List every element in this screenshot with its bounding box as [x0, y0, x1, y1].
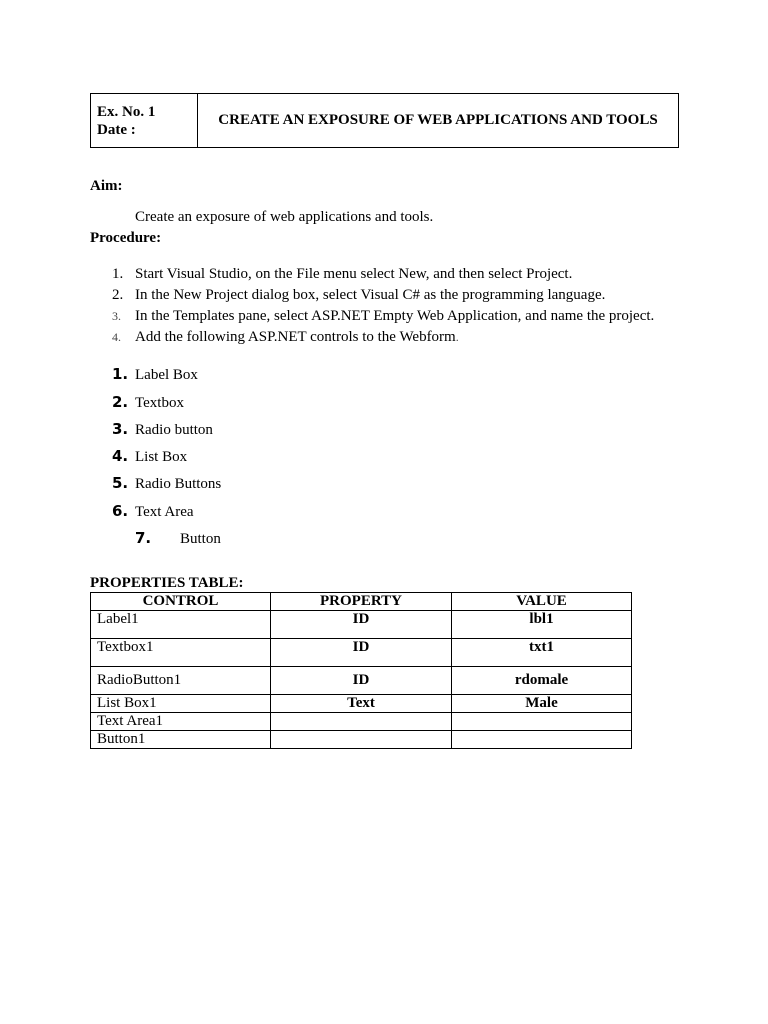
step-text: Start Visual Studio, on the File menu select New, and then select Project. — [135, 266, 573, 282]
properties-table-heading: PROPERTIES TABLE: — [90, 575, 244, 591]
column-header: PROPERTY — [271, 593, 452, 611]
table-row — [91, 731, 632, 749]
control-cell: List Box1 — [91, 695, 271, 713]
aim-heading: Aim: — [90, 178, 123, 194]
procedure-step — [112, 328, 459, 346]
control-list-item — [112, 474, 221, 493]
value-cell — [452, 713, 632, 731]
control-label: Button — [180, 531, 221, 547]
step-text: Add the following ASP.NET controls to the Webform — [135, 329, 456, 345]
control-cell: RadioButton1 — [91, 667, 271, 695]
value-cell: Male — [452, 695, 632, 713]
property-cell: ID — [271, 611, 452, 639]
control-number: 4. — [112, 447, 129, 465]
control-number: 2. — [112, 393, 129, 411]
control-number: 5. — [112, 474, 129, 492]
control-label: Textbox — [135, 395, 184, 411]
exercise-meta — [91, 94, 198, 147]
control-number: 3. — [112, 420, 129, 438]
exercise-number: Ex. No. 1 — [97, 104, 156, 120]
column-header: CONTROL — [91, 593, 271, 611]
control-number: 6. — [112, 502, 129, 520]
control-list-item — [135, 529, 221, 548]
table-header-row — [91, 593, 632, 611]
control-number: 1. — [112, 365, 129, 383]
table-row — [91, 713, 632, 731]
control-cell: Label1 — [91, 611, 271, 639]
control-list-item — [112, 393, 184, 412]
control-list-item — [112, 447, 187, 466]
step-text: In the Templates pane, select ASP.NET Empty Web Application, and name the project. — [135, 308, 655, 324]
step-number: 3. — [112, 309, 121, 323]
step-text: In the New Project dialog box, select Visual C# as the programming language. — [135, 287, 606, 303]
value-cell — [452, 731, 632, 749]
property-cell: ID — [271, 667, 452, 695]
procedure-step — [112, 307, 654, 325]
step-number: 4. — [112, 330, 121, 344]
exercise-title: CREATE AN EXPOSURE OF WEB APPLICATIONS AND TOOLS — [218, 112, 658, 128]
step-number: 1. — [112, 266, 124, 282]
properties-table — [90, 592, 632, 749]
control-list-item — [112, 420, 213, 439]
control-label: Radio button — [135, 422, 213, 438]
control-label: Radio Buttons — [135, 476, 222, 492]
property-cell — [271, 713, 452, 731]
procedure-step — [112, 286, 605, 304]
value-cell: lbl1 — [452, 611, 632, 639]
control-list-item — [112, 502, 194, 521]
control-cell: Textbox1 — [91, 639, 271, 667]
column-header: VALUE — [452, 593, 632, 611]
control-label: Label Box — [135, 367, 198, 383]
exercise-header-box — [90, 93, 679, 148]
property-cell: Text — [271, 695, 452, 713]
step-number: 2. — [112, 287, 124, 303]
procedure-heading: Procedure: — [90, 230, 162, 246]
step-trailing-period: . — [455, 330, 459, 344]
control-label: Text Area — [135, 504, 194, 520]
control-label: List Box — [135, 449, 188, 465]
control-cell: Text Area1 — [91, 713, 271, 731]
value-cell: rdomale — [452, 667, 632, 695]
value-cell: txt1 — [452, 639, 632, 667]
control-list-item — [112, 365, 198, 384]
control-cell: Button1 — [91, 731, 271, 749]
property-cell: ID — [271, 639, 452, 667]
table-row — [91, 695, 632, 713]
property-cell — [271, 731, 452, 749]
aim-text: Create an exposure of web applications and tools. — [135, 209, 434, 225]
table-row — [91, 639, 632, 667]
procedure-step — [112, 265, 572, 283]
control-number: 7. — [135, 529, 152, 547]
table-row — [91, 611, 632, 639]
exercise-date: Date : — [97, 122, 136, 138]
table-row — [91, 667, 632, 695]
